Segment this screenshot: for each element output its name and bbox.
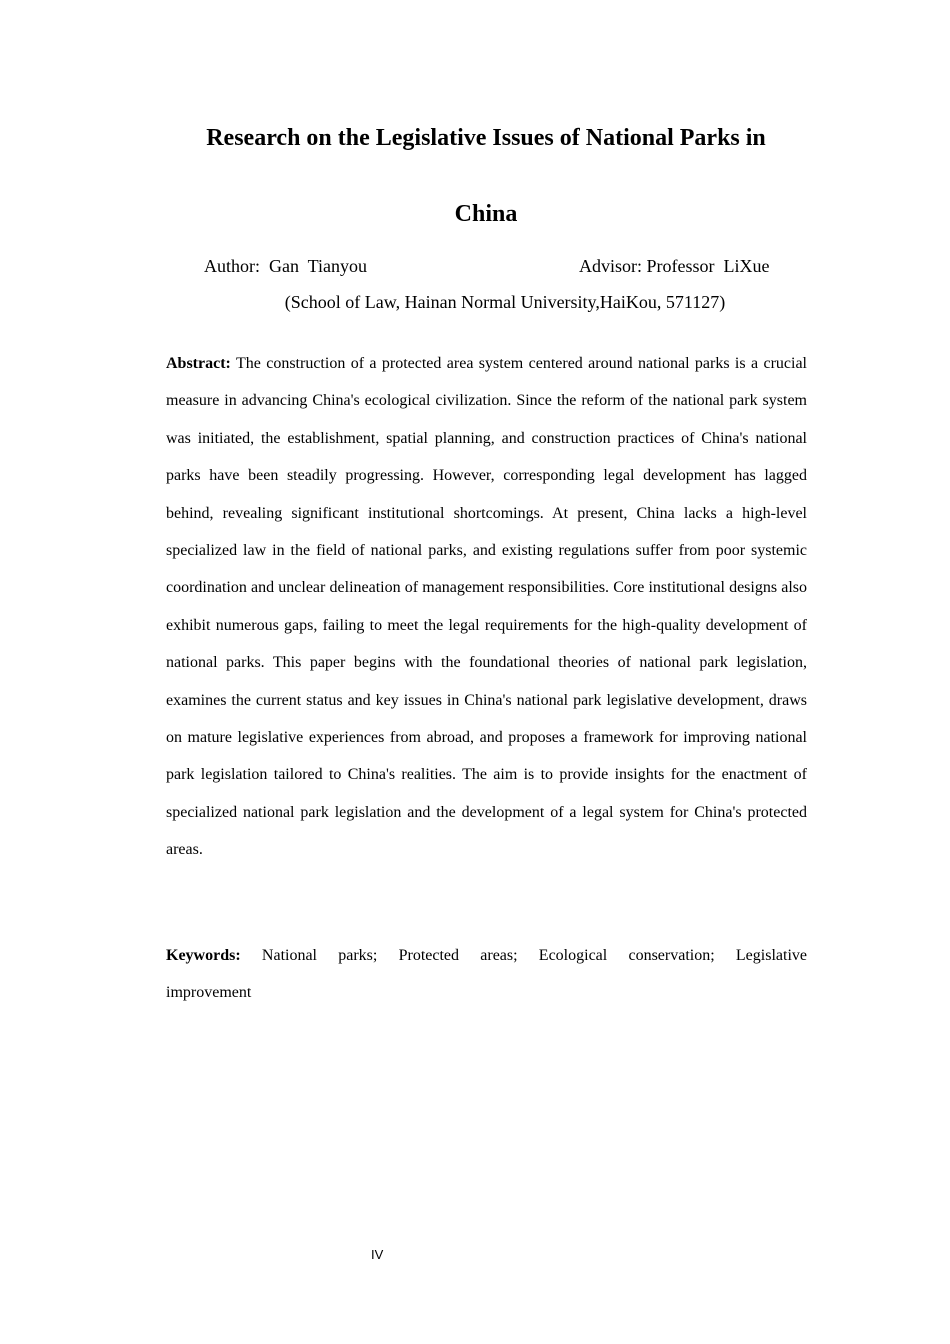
advisor-name: Advisor: Professor LiXue	[579, 256, 770, 276]
keywords-paragraph	[166, 937, 807, 1012]
abstract-label: Abstract:	[166, 355, 231, 372]
paper-title-line-1: Research on the Legislative Issues of National Parks in	[206, 125, 766, 151]
abstract-text: The construction of a protected area system centered around national parks is a crucial measure in advancing China's ecological civilization. Since the reform of the national park system was initiated, the establishment, spatial planning, and construction practices of China's national parks have been steadily progressing. However, corresponding legal development has lagged behind, revealing significant institutional shortcomings. At present, China lacks a high-level specialized law in the field of national parks, and existing regulations suffer from poor systemic coordination and unclear delineation of management responsibilities. Core institutional designs also exhibit numerous gaps, failing to meet the legal requirements for the high-quality development of national parks. This paper begins with the foundational theories of national park legislation, examines the current status and key issues in China's national park legislative development, draws on mature legislative experiences from abroad, and proposes a framework for improving national park legislation tailored to China's realities. The aim is to provide insights for the enactment of specialized national park legislation and the development of a legal system for China's protected areas.	[166, 355, 807, 859]
keywords-label: Keywords:	[166, 947, 241, 964]
keywords-text: National parks; Protected areas; Ecological conservation; Legislative improvement	[166, 947, 807, 1002]
paper-title-line-2: China	[454, 201, 518, 227]
affiliation: (School of Law, Hainan Normal University,HaiKou, 571127)	[284, 292, 726, 312]
abstract-paragraph	[166, 345, 807, 869]
page-number: IV	[371, 1247, 384, 1262]
author-name: Author: Gan Tianyou	[204, 256, 368, 276]
